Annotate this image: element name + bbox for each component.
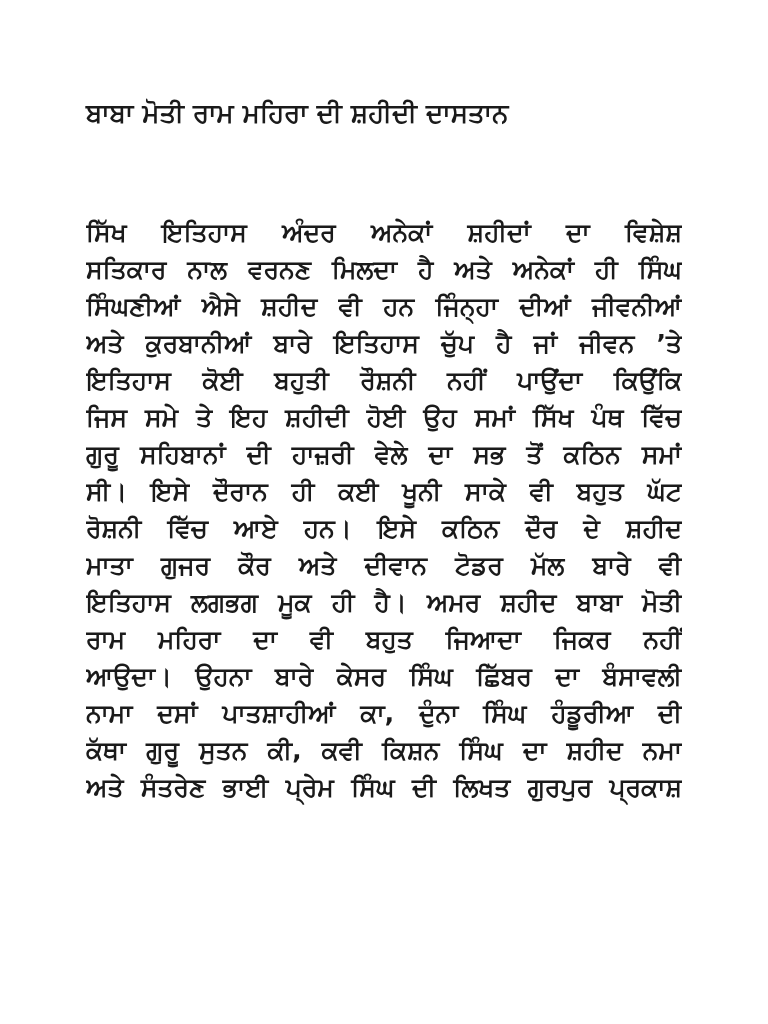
body-line: ਗੁਰੂ ਸਹਿਬਾਨਾਂ ਦੀ ਹਾਜ਼ਰੀ ਵੇਲੇ ਦਾ ਸਭ ਤੋਂ ਕਠਿਨ ਸਮਾਂ — [86, 440, 682, 469]
body-line: ਜਿਸ ਸਮੇ ਤੇ ਇਹ ਸ਼ਹੀਦੀ ਹੋਈ ਉਹ ਸਮਾਂ ਸਿੱਖ ਪੰਥ ਵਿੱਚ — [86, 403, 682, 432]
body-line: ਮਾਤਾ ਗੁਜਰ ਕੌਰ ਅਤੇ ਦੀਵਾਨ ਟੋਡਰ ਮੱਲ ਬਾਰੇ ਵੀ — [86, 551, 682, 580]
body-line: ਕੱਥਾ ਗੁਰੂ ਸੁਤਨ ਕੀ, ਕਵੀ ਕਿਸ਼ਨ ਸਿੰਘ ਦਾ ਸ਼ਹੀਦ ਨਮਾ — [86, 736, 682, 765]
body-line: ਇਤਿਹਾਸ ਲਗਭਗ ਮੂਕ ਹੀ ਹੈ। ਅਮਰ ਸ਼ਹੀਦ ਬਾਬਾ ਮੋਤੀ — [86, 588, 682, 617]
body-line: ਰੋਸ਼ਨੀ ਵਿੱਚ ਆਏ ਹਨ। ਇਸੇ ਕਠਿਨ ਦੌਰ ਦੇ ਸ਼ਹੀਦ — [86, 514, 682, 543]
body-line: ਆਉਦਾ। ਉਹਨਾ ਬਾਰੇ ਕੇਸਰ ਸਿੰਘ ਛਿੱਬਰ ਦਾ ਬੰਸਾਵਲੀ — [86, 662, 682, 691]
body-line: ਸਿੰਘਣੀਆਂ ਐਸੇ ਸ਼ਹੀਦ ਵੀ ਹਨ ਜਿੰਨ੍ਹਾ ਦੀਆਂ ਜੀਵਨੀਆਂ — [86, 292, 682, 321]
body-line: ਅਤੇ ਕੁਰਬਾਨੀਆਂ ਬਾਰੇ ਇਤਿਹਾਸ ਚੁੱਪ ਹੈ ਜਾਂ ਜੀਵਨ ’ਤੇ — [86, 329, 682, 358]
body-line: ਸਿੱਖ ਇਤਿਹਾਸ ਅੰਦਰ ਅਨੇਕਾਂ ਸ਼ਹੀਦਾਂ ਦਾ ਵਿਸ਼ੇਸ਼ — [86, 218, 682, 247]
body-line: ਇਤਿਹਾਸ ਕੋਈ ਬਹੁਤੀ ਰੌਸ਼ਨੀ ਨਹੀਂ ਪਾਉਂਦਾ ਕਿਉਂਕਿ — [86, 366, 682, 395]
body-line: ਸੀ। ਇਸੇ ਦੌਰਾਨ ਹੀ ਕਈ ਖੂਨੀ ਸਾਕੇ ਵੀ ਬਹੁਤ ਘੱਟ — [86, 477, 682, 506]
document-body — [86, 214, 682, 806]
body-line: ਅਤੇ ਸੰਤਰੇਣ ਭਾਈ ਪ੍ਰੇਮ ਸਿੰਘ ਦੀ ਲਿਖਤ ਗੁਰਪੁਰ ਪ੍ਰਕਾਸ਼ — [86, 773, 682, 802]
body-line: ਨਾਮਾ ਦਸਾਂ ਪਾਤਸ਼ਾਹੀਆਂ ਕਾ, ਦੁੰਨਾ ਸਿੰਘ ਹੰਡੂਰੀਆ ਦੀ — [86, 699, 682, 728]
body-line: ਰਾਮ ਮਹਿਰਾ ਦਾ ਵੀ ਬਹੁਤ ਜਿਆਦਾ ਜਿਕਰ ਨਹੀਂ — [86, 625, 682, 654]
document-title: ਬਾਬਾ ਮੋਤੀ ਰਾਮ ਮਹਿਰਾ ਦੀ ਸ਼ਹੀਦੀ ਦਾਸਤਾਨ — [86, 99, 509, 129]
body-line: ਸਤਿਕਾਰ ਨਾਲ ਵਰਨਣ ਮਿਲਦਾ ਹੈ ਅਤੇ ਅਨੇਕਾਂ ਹੀ ਸਿੰਘ — [86, 255, 682, 284]
